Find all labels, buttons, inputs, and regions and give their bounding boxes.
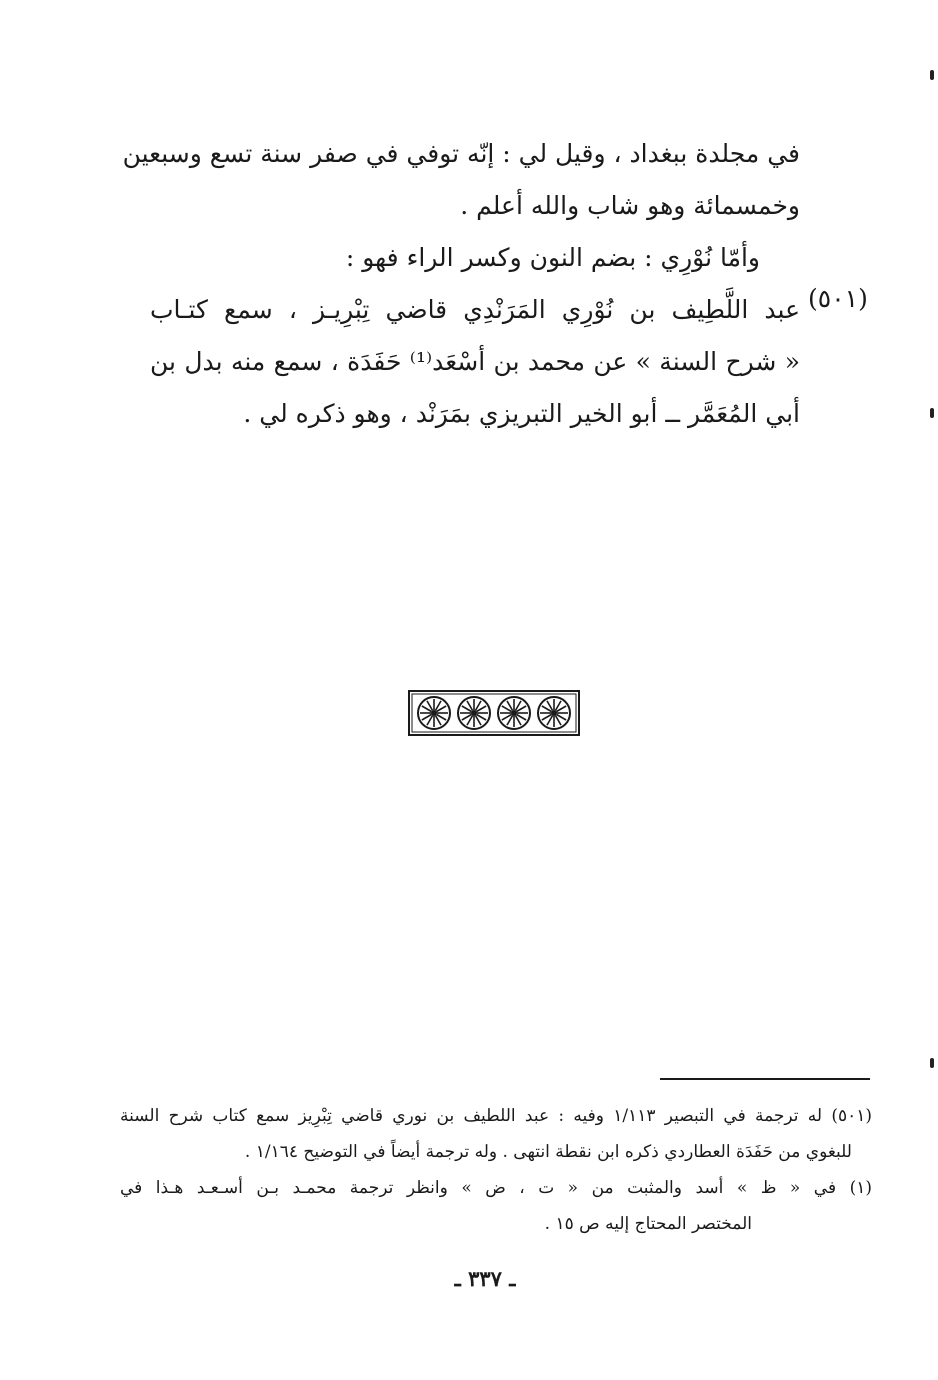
margin-mark <box>930 408 934 418</box>
text-line: « شرح السنة » عن محمد بن أسْعَد⁽¹⁾ حَفَدَة ، سمع منه بدل بن <box>150 347 800 376</box>
footnote-line: (٥٠١) له ترجمة في التبصير ١/١١٣ وفيه : عبد اللطيف بن نوري قاضي تِبْرِيز سمع كتاب شرح السنة <box>120 1106 872 1126</box>
entry-number: (٥٠١) <box>808 284 868 313</box>
text-line: وخمسمائة وهو شاب والله أعلم . <box>460 191 800 220</box>
margin-mark <box>930 70 934 80</box>
footnote-divider <box>660 1078 870 1080</box>
text-line: أبي المُعَمَّر ــ أبو الخير التبريزي بمَرَنْد ، وهو ذكره لي . <box>243 399 800 428</box>
footnote-line: المختصر المحتاج إليه ص ١٥ . <box>544 1214 752 1234</box>
main-text <box>122 128 800 440</box>
footnote-line: (١) في « ظ » أسد والمثبت من « ت ، ض » وانظر ترجمة محمـد بـن أسـعـد هـذا في <box>120 1178 872 1198</box>
rosette-icon <box>418 697 450 729</box>
page-number: ـ ٣٣٧ ـ <box>454 1266 516 1291</box>
text-line: في مجلدة ببغداد ، وقيل لي : إنّه توفي في صفر سنة تسع وسبعين <box>122 139 800 168</box>
rosette-icon <box>498 697 530 729</box>
margin-mark <box>930 1058 934 1068</box>
footnotes <box>120 1098 872 1242</box>
rosette-ornament-icon <box>408 690 580 736</box>
rosette-icon <box>458 697 490 729</box>
text-line: وأمّا نُوْرِي : بضم النون وكسر الراء فهو : <box>345 243 760 272</box>
entry-line: عبد اللَّطِيف بن نُوْرِي المَرَنْدِي قاضي تِبْرِيـز ، سمع كتـاب <box>150 295 800 324</box>
footnote-line: للبغوي من حَفَدَة العطاردي ذكره ابن نقطة انتهى . وله ترجمة أيضاً في التوضيح ١/١٦٤ . <box>244 1142 852 1162</box>
rosette-icon <box>538 697 570 729</box>
